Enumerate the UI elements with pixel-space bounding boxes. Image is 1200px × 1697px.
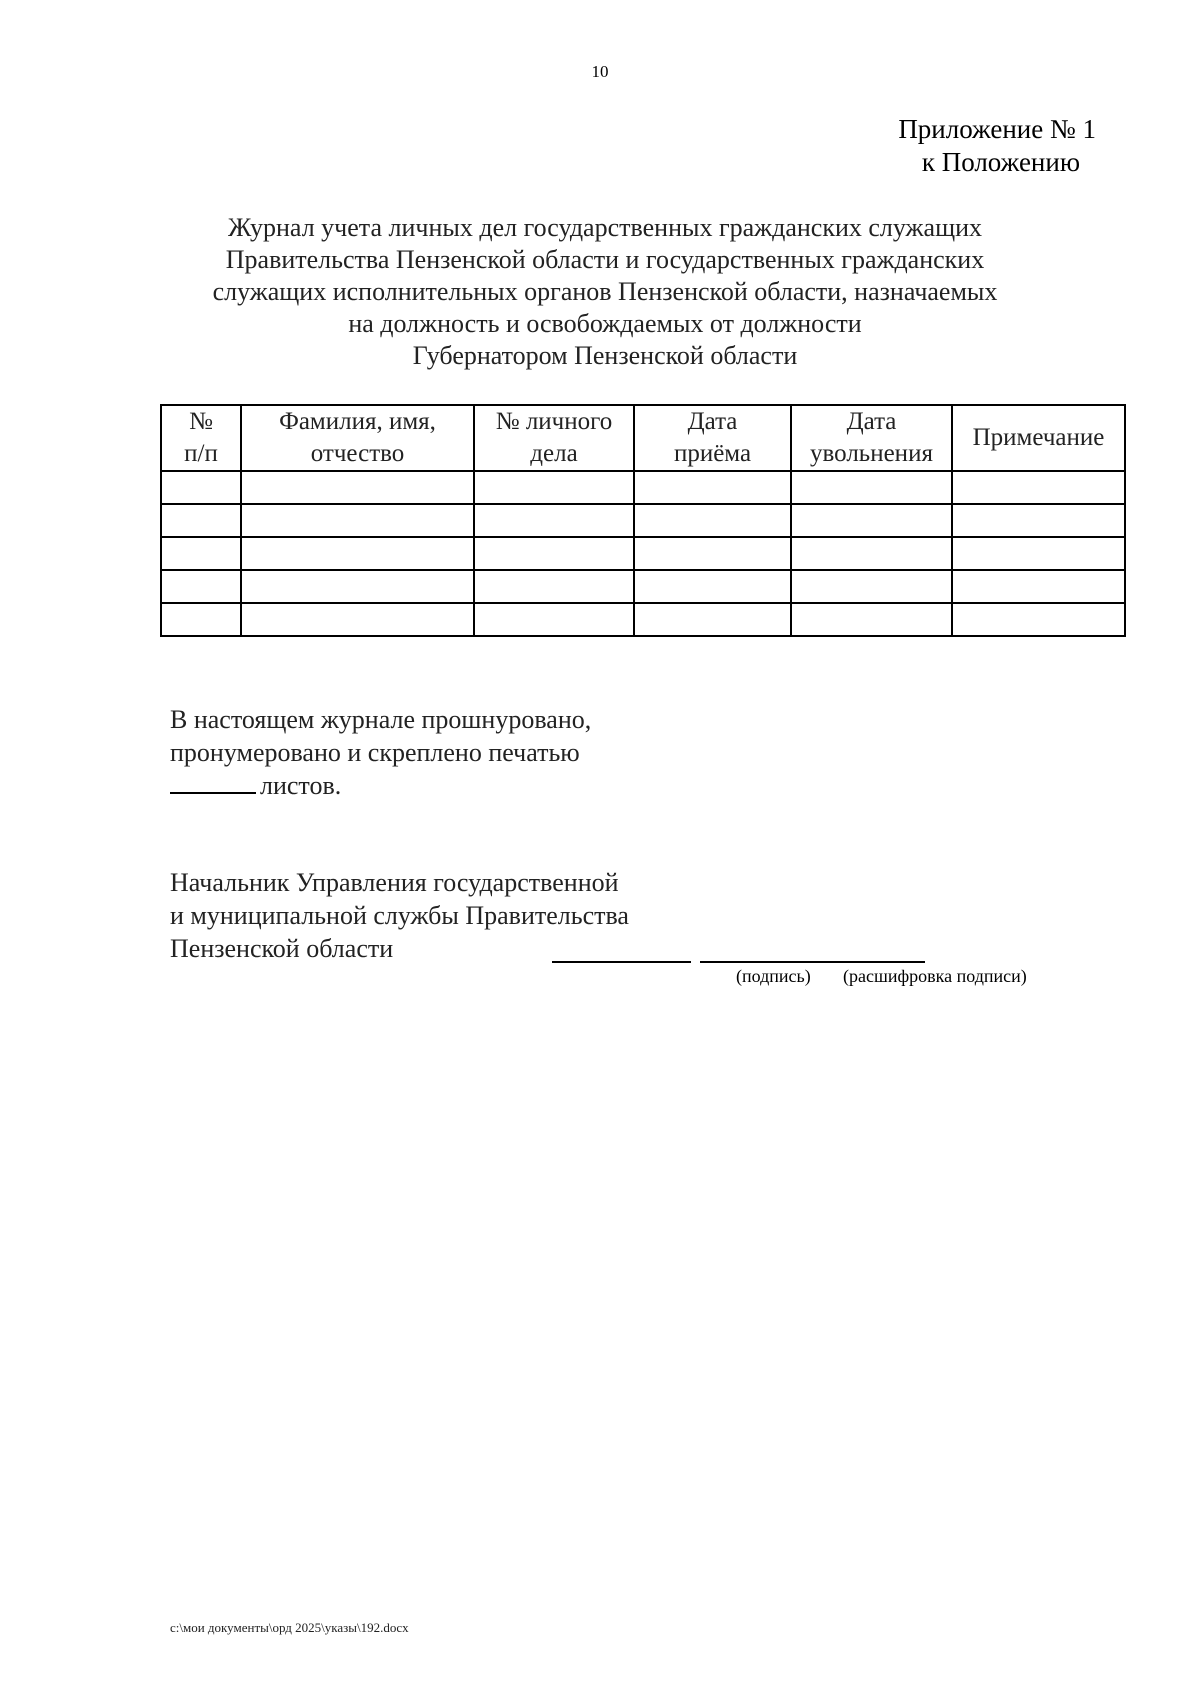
table-cell[interactable] — [474, 570, 634, 603]
table-cell[interactable] — [634, 471, 791, 504]
table-cell[interactable] — [634, 570, 791, 603]
journal-table — [160, 404, 1126, 637]
document-title-line: Журнал учета личных дел государственных гражданских служащих — [227, 213, 982, 242]
table-body — [161, 471, 1125, 636]
table-cell[interactable] — [241, 504, 474, 537]
table-cell[interactable] — [241, 471, 474, 504]
document-title — [160, 212, 1050, 372]
column-header-file-number: № личного дела — [474, 405, 634, 471]
table-row — [161, 471, 1125, 504]
sheet-count-blank[interactable] — [170, 770, 256, 794]
table-cell[interactable] — [634, 504, 791, 537]
table-cell[interactable] — [161, 471, 241, 504]
binding-note-line — [170, 769, 591, 802]
table-row — [161, 537, 1125, 570]
table-cell[interactable] — [241, 603, 474, 636]
table-cell[interactable] — [791, 504, 952, 537]
binding-note-line: пронумеровано и скреплено печатью — [170, 738, 580, 767]
table-cell[interactable] — [952, 603, 1125, 636]
table-cell[interactable] — [791, 537, 952, 570]
signature-caption: (подпись) — [736, 966, 811, 986]
table-row — [161, 603, 1125, 636]
binding-note — [170, 703, 591, 802]
table-cell[interactable] — [241, 570, 474, 603]
column-header-note: Примечание — [952, 405, 1125, 471]
column-header-full-name: Фамилия, имя, отчество — [241, 405, 474, 471]
appendix-subtitle: к Положению — [921, 147, 1080, 177]
signatory-line: Пензенской области — [170, 934, 394, 963]
table-cell[interactable] — [791, 471, 952, 504]
table-cell[interactable] — [161, 603, 241, 636]
table-row — [161, 504, 1125, 537]
table-cell[interactable] — [952, 504, 1125, 537]
binding-note-line: В настоящем журнале прошнуровано, — [170, 705, 592, 734]
table-cell[interactable] — [952, 537, 1125, 570]
table-cell[interactable] — [474, 504, 634, 537]
page-number: 10 — [591, 62, 609, 81]
signature-line[interactable] — [552, 961, 691, 963]
table-cell[interactable] — [161, 504, 241, 537]
table-cell[interactable] — [952, 471, 1125, 504]
signatory-line: и муниципальной службы Правительства — [170, 901, 629, 930]
table-header-row — [161, 405, 1125, 471]
table-cell[interactable] — [241, 537, 474, 570]
table-row — [161, 570, 1125, 603]
column-header-dismissal-date: Дата увольнения — [791, 405, 952, 471]
table-cell[interactable] — [161, 570, 241, 603]
file-path: c:\мои документы\орд 2025\указы\192.docx — [170, 1620, 409, 1635]
table-cell[interactable] — [161, 537, 241, 570]
table-cell[interactable] — [791, 603, 952, 636]
table-cell[interactable] — [474, 537, 634, 570]
table-cell[interactable] — [634, 603, 791, 636]
document-title-line: служащих исполнительных органов Пензенской области, назначаемых — [212, 277, 998, 306]
signatory-line: Начальник Управления государственной — [170, 868, 619, 897]
signatory-block — [170, 866, 629, 965]
sheets-label: листов. — [260, 771, 342, 800]
signature-decoding-line[interactable] — [700, 961, 925, 963]
table-cell[interactable] — [634, 537, 791, 570]
column-header-hire-date: Дата приёма — [634, 405, 791, 471]
document-title-line: Правительства Пензенской области и государственных гражданских — [225, 245, 985, 274]
table-cell[interactable] — [791, 570, 952, 603]
appendix-title: Приложение № 1 — [898, 114, 1096, 144]
table-cell[interactable] — [952, 570, 1125, 603]
document-title-line: на должность и освобождаемых от должности — [348, 309, 862, 338]
table-cell[interactable] — [474, 471, 634, 504]
document-title-line: Губернатором Пензенской области — [412, 341, 798, 370]
signature-decoding-caption: (расшифровка подписи) — [843, 966, 1027, 986]
table-cell[interactable] — [474, 603, 634, 636]
column-header-number: № п/п — [161, 405, 241, 471]
